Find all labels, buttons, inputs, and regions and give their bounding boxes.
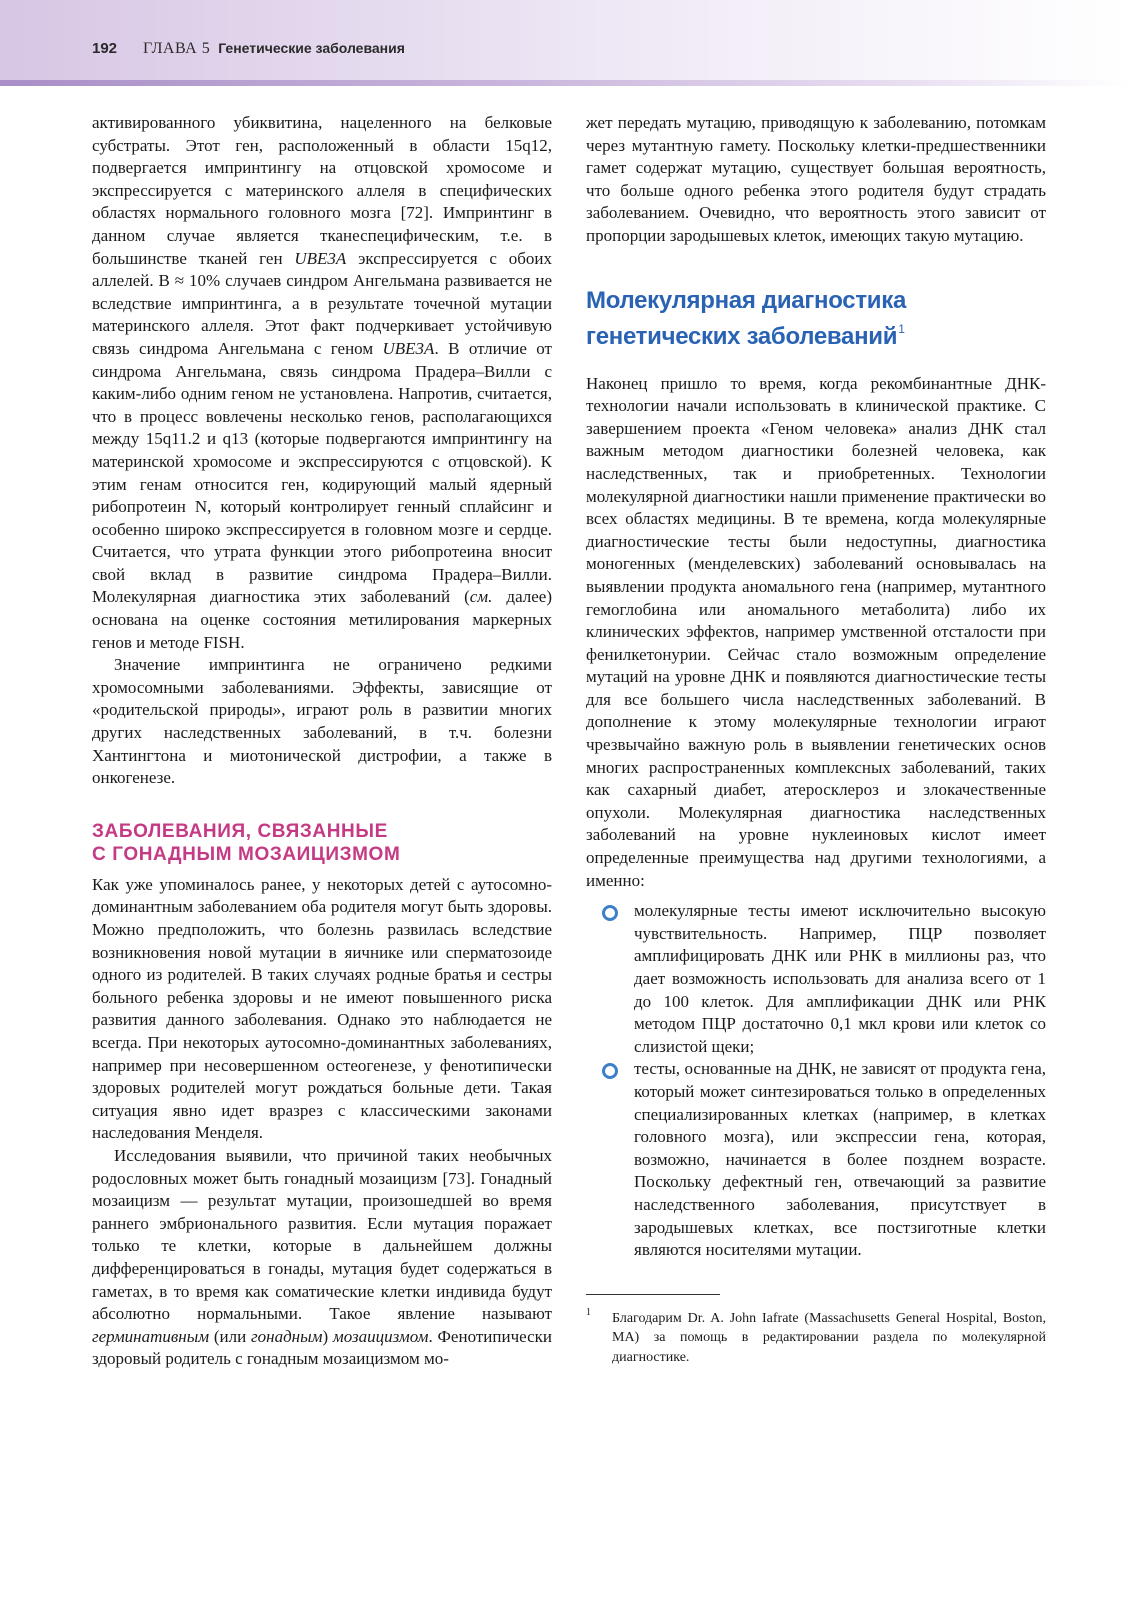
chapter-label: ГЛАВА 5 (143, 40, 211, 57)
paragraph: активированного убиквитина, нацеленного на белковые субстраты. Этот ген, расположенный в области 15q12, подвергается импринтингу на отцовской хромосоме и экспрессируется с материнского аллеля в специфических областях нормального головного мозга [72]. Импринтинг в данном случае является тканеспецифическим, т.е. в большинстве тканей ген UBE3A экспрессируется с обоих аллелей. В ≈ 10% случаев синдром Ангельмана развивается не вследствие импринтинга, а в результате точечной мутации материнского аллеля. Этот факт подчеркивает устойчивую связь синдрома Ангельмана с геном UBE3A. В отличие от синдрома Ангельмана, связь синдрома Прадера–Вилли с каким-либо одним геном не установлена. Напротив, считается, что в процесс вовлечены несколько генов, располагающихся между 15q11.2 и q13 (которые подвергаются импринтингу на материнской хромосоме и экспрессируются с отцовской). К этим генам относится ген, кодирующий малый ядерный рибопротеин N, который контролирует генный сплайсинг и особенно широко экспрессируется в головном мозге и сердце. Считается, что утрата функции этого рибопротеина вносит свой вклад в развитие синдрома Прадера–Вилли. Молекулярная диагностика этих заболеваний (см. далее) основана на оценке состояния метилирования маркерных генов и методе FISH. (92, 113, 552, 652)
paragraph: Как уже упоминалось ранее, у некоторых детей с аутосомно-доминантным заболеванием оба родителя могут быть здоровы. Можно предположить, что болезнь развилась вследствие возникновения новой мутации в яичнике или сперматозоиде одного из родителей. В таких случаях родные братья и сестры больного ребенка здоровы и не имеют повышенного риска развития данного заболевания. Однако это наблюдается не всегда. При некоторых аутосомно-доминантных заболеваниях, например при несовершенном остеогенезе, у фенотипически здоровых родителей могут рождаться больные дети. Такая ситуация явно идет вразрез с классическими законами наследования Менделя. (92, 874, 552, 1143)
paragraph: жет передать мутацию, приводящую к заболеванию, потомкам через мутантную гамету. Поскольку клетки-предшественники гамет содержат мутацию, существует большая вероятность, что больше одного ребенка этого родителя будут страдать заболеванием. Очевидно, что вероятность этого зависит от пропорции зародышевых клеток, имеющих такую мутацию. (586, 113, 1046, 245)
running-head (92, 36, 405, 60)
list-item: молекулярные тесты имеют исключительно высокую чувствительность. Например, ПЦР позволяет амплифицировать ДНК или РНК в миллионы раз, что дает возможность использовать для анализа всего от 1 до 100 клеток. Для амплификации ДНК или РНК методом ПЦР достаточно 0,1 мкл крови или клеток со слизистой щеки; (586, 900, 1046, 1058)
bullet-list (586, 900, 1046, 1262)
paragraph: Наконец пришло то время, когда рекомбинантные ДНК-технологии начали использовать в клинической практике. С завершением проекта «Геном человека» анализ ДНК стал важным методом диагностики болезней человека, как наследственных, так и приобретенных. Технологии молекулярной диагностики нашли применение практически во всех областях медицины. В те времена, когда молекулярные диагностические тесты были недоступны, диагностика моногенных (менделевских) заболеваний основывалась на выявлении продукта аномального гена (например, мутантного гемоглобина или аномального метаболита) либо их клинических эффектов, например умственной отсталости при фенилкетонурии. Сейчас стало возможным определение мутаций на уровне ДНК и появляются диагностические тесты для все большего числа наследственных заболеваний. В дополнение к этому молекулярные технологии играют чрезвычайно важную роль в выявлении генетических основ многих распространенных комплексных заболеваний, таких как сахарный диабет, атеросклероз и злокачественные опухоли. Молекулярная диагностика наследственных заболеваний на уровне нуклеиновых кислот имеет определенные преимущества над другими технологиями, а именно: (586, 373, 1046, 890)
section-heading-gonadal-mosaicism: ЗАБОЛЕВАНИЯ, СВЯЗАННЫЕ С ГОНАДНЫМ МОЗАИЦИЗМОМ (92, 820, 401, 865)
footnote-ref: 1 (898, 321, 905, 336)
paragraph: Значение импринтинга не ограничено редкими хромосомными заболеваниями. Эффекты, зависящие от «родительской природы», играют роль в развитии многих других наследственных заболеваний, в т.ч. болезни Хантингтона и миотонической дистрофии, а также в онкогенезе. (92, 655, 552, 788)
footnote-mark: 1 (586, 1306, 591, 1318)
list-item: тесты, основанные на ДНК, не зависят от продукта гена, который может синтезироваться только в определенных специализированных клетках (например, в клетках головного мозга), или экспрессии гена, которая, возможно, начинается в более позднем возрасте. Поскольку дефектный ген, отвечающий за развитие наследственного заболевания, присутствует в зародышевых клетках, все постзиготные клетки являются носителями мутации. (586, 1058, 1046, 1261)
right-column (586, 112, 1046, 1367)
chapter-title: Генетические заболевания (218, 40, 405, 56)
gene-name: UBE3A (382, 338, 435, 358)
paragraph: Исследования выявили, что причиной таких необычных родословных может быть гонадный мозаицизм [73]. Гонадный мозаицизм — результат мутации, произошедшей во время раннего эмбрионального развития. Если мутация поражает только те клетки, которые в дальнейшем должны дифференцироваться в гонады, мутация будет содержаться в гаметах, в то время как соматические клетки индивида будут абсолютно нормальными. Такое явление называют герминативным (или гонадным) мозаицизмом. Фенотипически здоровый родитель с гонадным мозаицизмом мо- (92, 1145, 552, 1369)
section-heading-molecular-diagnostics: Молекулярная диагностика генетических заболеваний$^1$ (586, 286, 906, 350)
circle-bullet-icon (602, 1063, 618, 1079)
gene-name: UBE3A (294, 248, 347, 268)
see-reference: см. (469, 587, 493, 607)
footnote-text: Благодарим Dr. A. John Iafrate (Massachusetts General Hospital, Boston, MA) за помощь в редактировании раздела по молекулярной диагностике. (612, 1310, 1046, 1365)
left-column (92, 112, 552, 1371)
footnote (586, 1306, 1046, 1368)
page-number: 192 (92, 40, 118, 57)
header-rule (0, 80, 1131, 86)
circle-bullet-icon (602, 905, 618, 921)
footnote-divider (586, 1294, 720, 1295)
